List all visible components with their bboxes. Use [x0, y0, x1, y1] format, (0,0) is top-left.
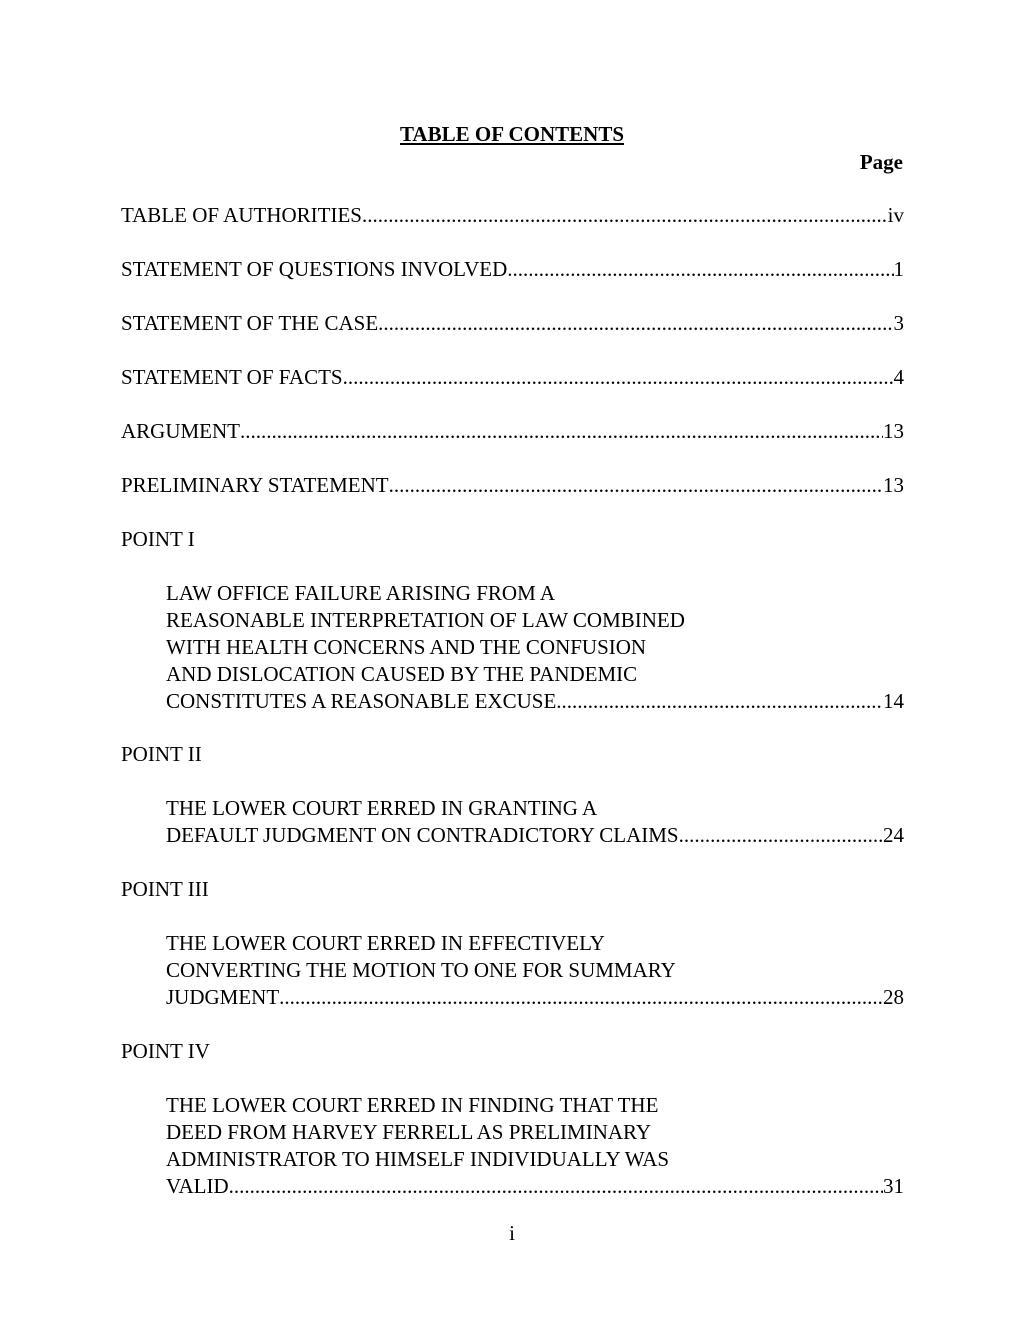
toc-entry-text: TABLE OF AUTHORITIES [121, 203, 362, 227]
toc-entry-text: VALID [166, 1174, 229, 1198]
toc-entry-preliminary-statement[interactable] [121, 472, 904, 499]
dot-leader [229, 1173, 883, 1200]
toc-page-number: iv [887, 203, 904, 227]
toc-entry-line [166, 822, 904, 849]
dot-leader [343, 364, 894, 391]
toc-page-number: 31 [883, 1174, 904, 1198]
toc-entry-line [121, 472, 904, 499]
toc-entry-line: THE LOWER COURT ERRED IN EFFECTIVELY [166, 931, 605, 955]
toc-entry-statement-of-case[interactable] [121, 310, 904, 337]
toc-entry-line [166, 984, 904, 1011]
toc-entry-line: THE LOWER COURT ERRED IN GRANTING A [166, 796, 598, 820]
toc-page-number: 13 [883, 419, 904, 443]
toc-entry-point-ii[interactable] [166, 795, 904, 849]
dot-leader [679, 822, 883, 849]
toc-entry-line: ADMINISTRATOR TO HIMSELF INDIVIDUALLY WAS [166, 1147, 670, 1171]
toc-page-number: 13 [883, 473, 904, 497]
toc-entry-statement-of-facts[interactable] [121, 364, 904, 391]
toc-page-number: 14 [883, 689, 904, 713]
toc-point-heading: POINT IV [121, 1039, 210, 1063]
toc-entry-text: PRELIMINARY STATEMENT [121, 473, 389, 497]
toc-title: TABLE OF CONTENTS [399, 122, 625, 146]
dot-leader [240, 418, 883, 445]
toc-entry-text: ARGUMENT [121, 419, 240, 443]
toc-entry-text: STATEMENT OF FACTS [121, 365, 343, 389]
toc-entry-line: REASONABLE INTERPRETATION OF LAW COMBINED [166, 608, 685, 632]
page-footer-number: i [509, 1221, 515, 1245]
toc-entry-text: STATEMENT OF QUESTIONS INVOLVED [121, 257, 508, 281]
dot-leader [362, 202, 888, 229]
toc-entry-line: LAW OFFICE FAILURE ARISING FROM A [166, 581, 556, 605]
toc-page-number: 3 [893, 311, 904, 335]
page-column-header: Page [859, 150, 903, 174]
dot-leader [507, 256, 893, 283]
toc-entry-questions-involved[interactable] [121, 256, 904, 283]
toc-entry-text: CONSTITUTES A REASONABLE EXCUSE [166, 689, 557, 713]
toc-entry-line: CONVERTING THE MOTION TO ONE FOR SUMMARY [166, 958, 676, 982]
toc-entry-line [121, 256, 904, 283]
toc-page-number: 24 [883, 823, 904, 847]
toc-entry-point-iv[interactable] [166, 1092, 904, 1200]
toc-entry-line [121, 418, 904, 445]
toc-entry-text: STATEMENT OF THE CASE [121, 311, 379, 335]
toc-entry-line [166, 1173, 904, 1200]
toc-entry-line: AND DISLOCATION CAUSED BY THE PANDEMIC [166, 662, 638, 686]
dot-leader [279, 984, 883, 1011]
dot-leader [556, 688, 883, 715]
toc-entry-line [166, 688, 904, 715]
toc-entry-line: DEED FROM HARVEY FERRELL AS PRELIMINARY [166, 1120, 652, 1144]
toc-page-number: 4 [893, 365, 904, 389]
toc-page-number: 1 [893, 257, 904, 281]
toc-page-number: 28 [883, 985, 904, 1009]
toc-entry-line: WITH HEALTH CONCERNS AND THE CONFUSION [166, 635, 647, 659]
toc-entry-text: DEFAULT JUDGMENT ON CONTRADICTORY CLAIMS [166, 823, 679, 847]
toc-entry-line [121, 310, 904, 337]
toc-entry-point-i[interactable] [166, 580, 904, 715]
dot-leader [389, 472, 883, 499]
toc-point-heading: POINT III [121, 877, 209, 901]
toc-entry-line [121, 364, 904, 391]
dot-leader [378, 310, 893, 337]
toc-entry-line: THE LOWER COURT ERRED IN FINDING THAT THE [166, 1093, 659, 1117]
toc-entry-point-iii[interactable] [166, 930, 904, 1011]
toc-entry-table-of-authorities[interactable] [121, 202, 904, 229]
toc-entry-line [121, 202, 904, 229]
toc-entry-text: JUDGMENT [166, 985, 280, 1009]
toc-point-heading: POINT II [121, 742, 202, 766]
toc-entry-argument[interactable] [121, 418, 904, 445]
toc-point-heading: POINT I [121, 527, 195, 551]
